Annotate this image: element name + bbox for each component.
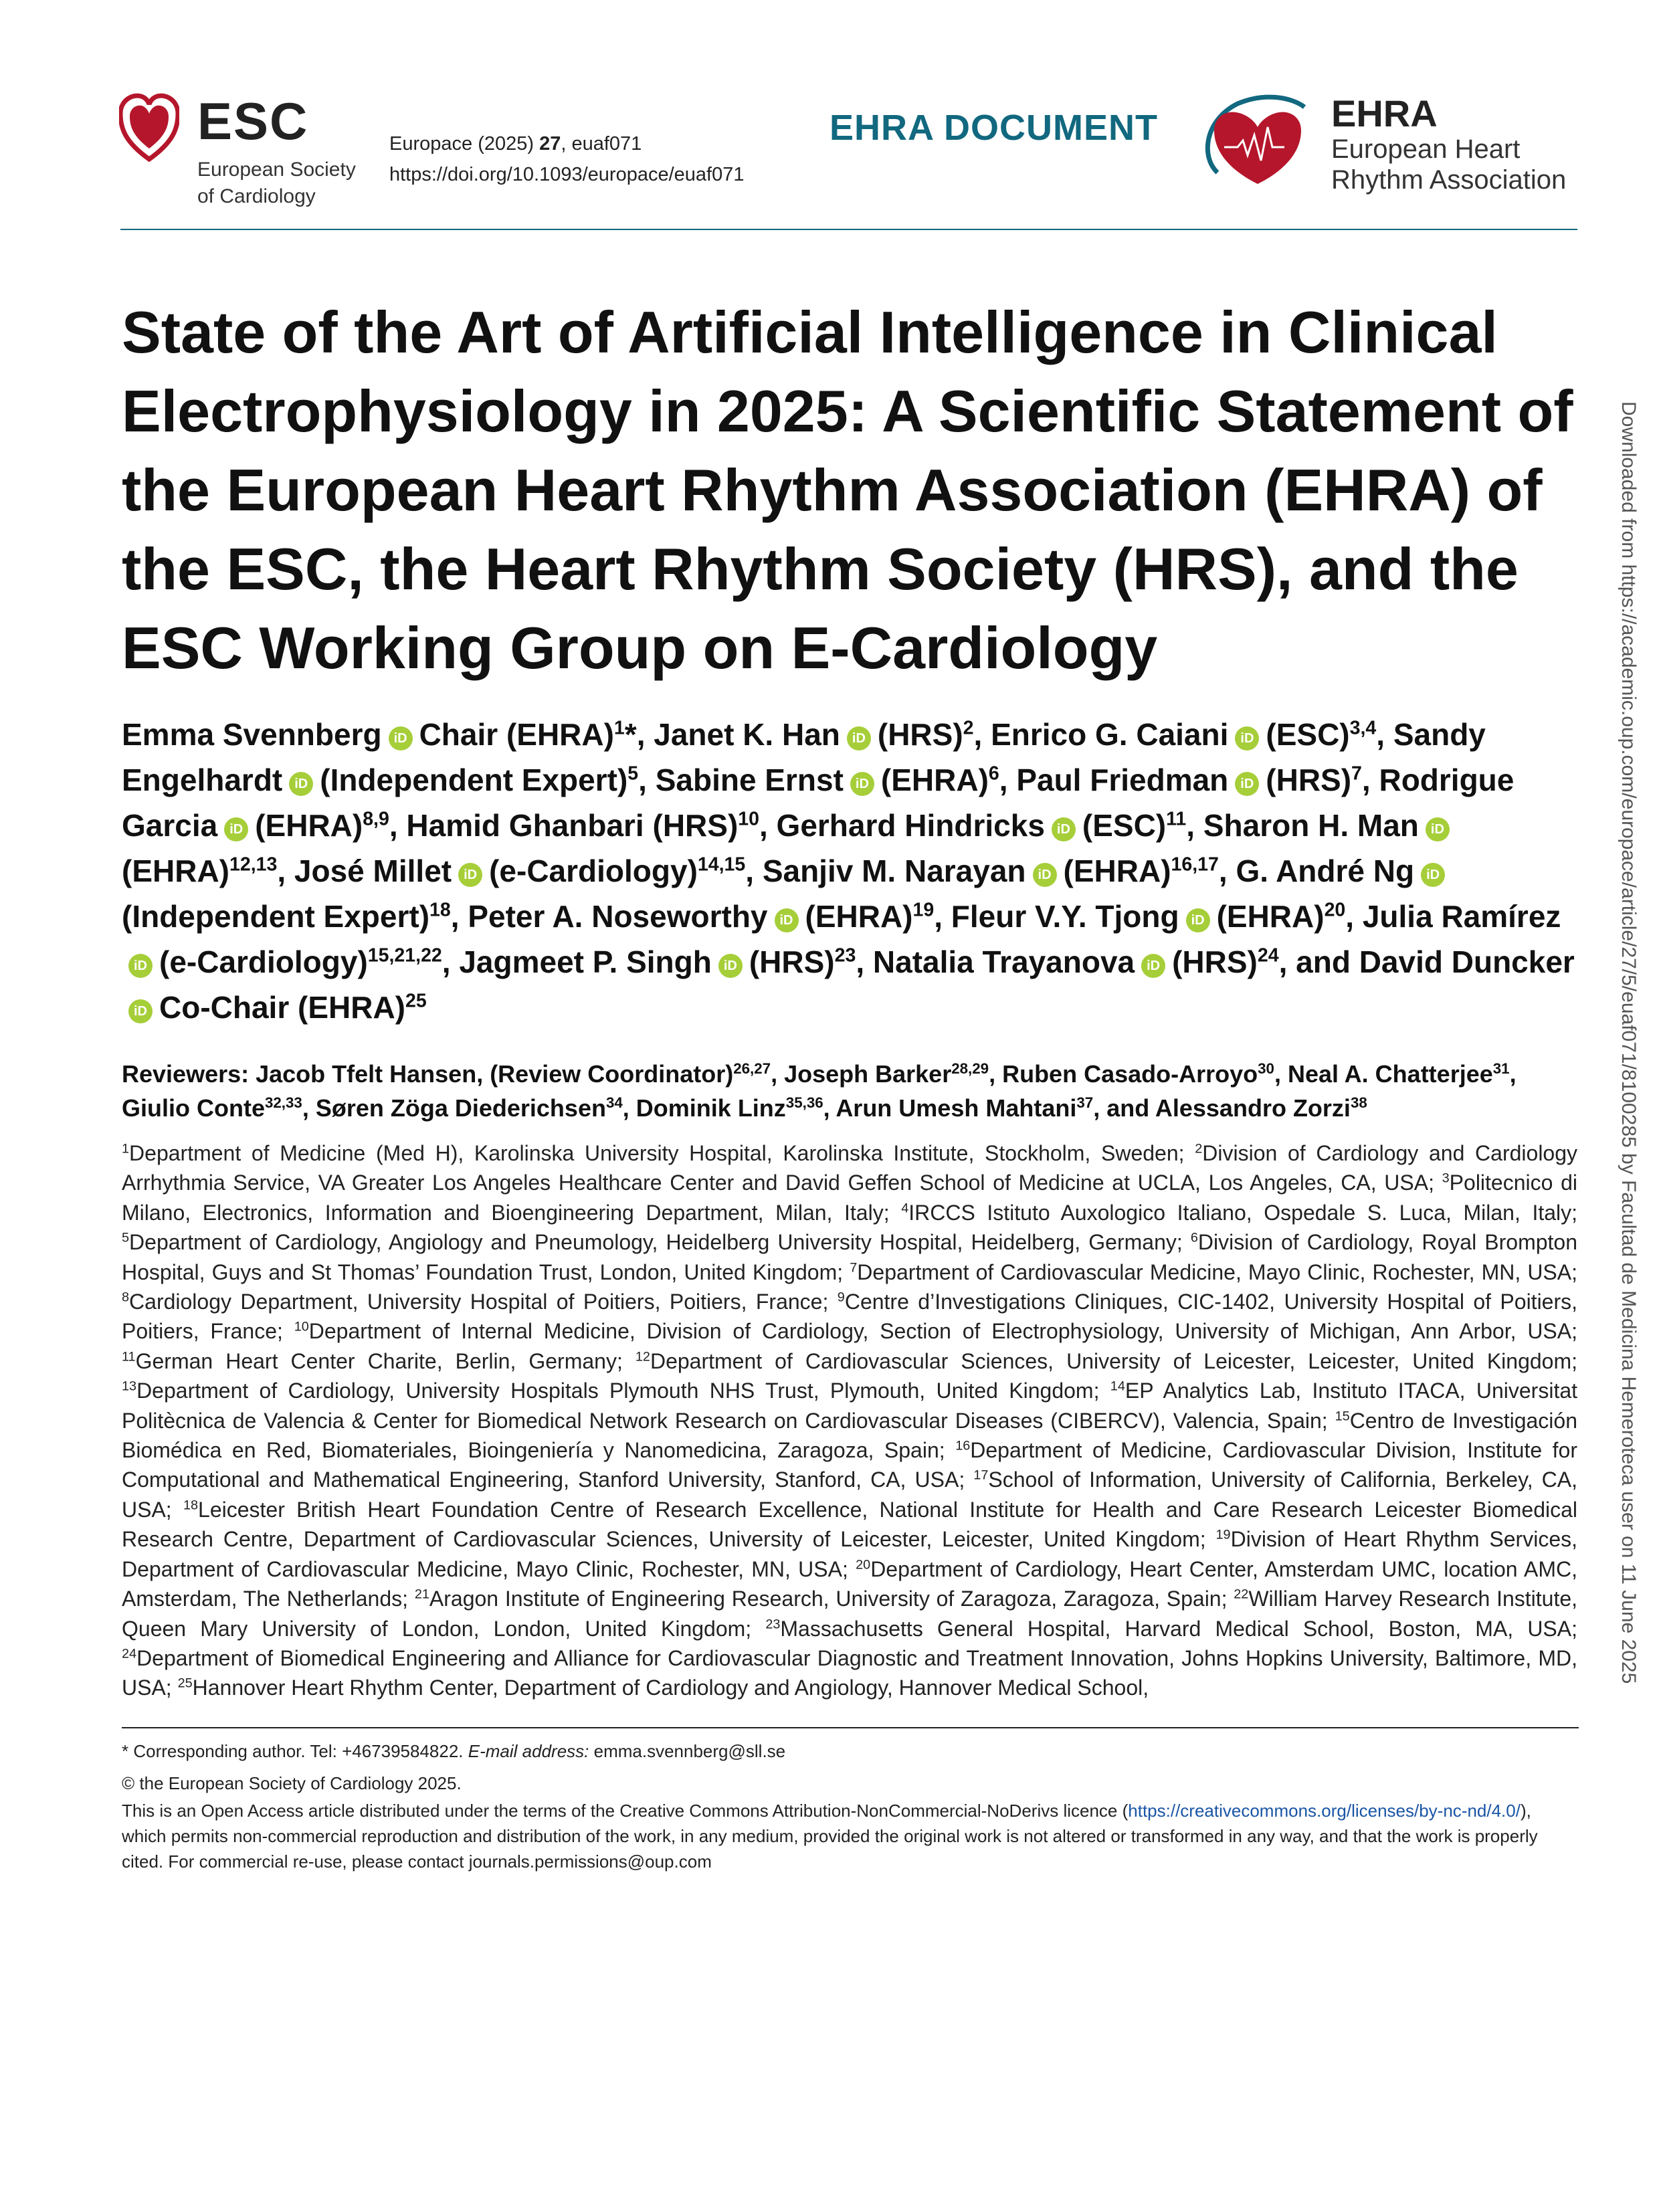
- reviewer: [836, 1094, 1093, 1122]
- reviewers-label: Reviewers:: [122, 1060, 256, 1088]
- reviewer: [1106, 1094, 1367, 1122]
- affiliation-text: Department of Cardiology, University Hospitals Plymouth NHS Trust, Plymouth, United Kingdom;: [136, 1379, 1100, 1403]
- affiliation-text: Centre d’Investigations Cliniques, CIC-1402, University Hospital of Poitiers, Poitiers, France;: [122, 1290, 1578, 1344]
- esc-logo-text: ESC: [197, 92, 309, 150]
- affiliation-number: 8: [122, 1290, 130, 1305]
- author-affiliation-numbers: 23: [834, 944, 856, 967]
- doi-link[interactable]: https://doi.org/10.1093/europace/euaf071: [389, 164, 745, 185]
- author-affiliation-numbers: 11: [1166, 808, 1187, 830]
- article-id: , euaf071: [561, 133, 642, 155]
- reviewer: [1288, 1060, 1510, 1088]
- affiliation-number: 9: [837, 1290, 845, 1305]
- affiliation: [765, 1617, 1577, 1641]
- author-role: (ESC): [1266, 717, 1350, 752]
- affiliation-number: 24: [122, 1646, 137, 1662]
- affiliation-number: 15: [1335, 1409, 1350, 1423]
- journal-info: [389, 128, 744, 190]
- orcid-icon[interactable]: iD: [1426, 817, 1450, 841]
- affiliation-text: Division of Cardiology and Cardiology Arrhythmia Service, VA Greater Los Angeles Healthcare Center and David Geffen School of Medicine at UCLA, Los Angeles, CA, USA;: [122, 1141, 1578, 1195]
- author-role: Co-Chair (EHRA): [159, 990, 405, 1025]
- author-affiliation-numbers: 6: [988, 763, 999, 785]
- affiliation-number: 10: [294, 1319, 309, 1334]
- author-role: (EHRA): [880, 763, 989, 797]
- author-name: Fleur V.Y. Tjong: [951, 899, 1179, 934]
- reviewer-affiliation-numbers: 32,33: [264, 1094, 302, 1111]
- author-role: (ESC): [1082, 808, 1167, 843]
- affiliation-number: 12: [635, 1349, 650, 1365]
- affiliation-number: 18: [183, 1498, 199, 1513]
- author-name: Julia Ramírez: [1362, 899, 1561, 934]
- affiliation-number: 19: [1215, 1527, 1231, 1542]
- orcid-icon[interactable]: iD: [128, 954, 153, 978]
- license-text-before: This is an Open Access article distributed under the terms of the Creative Commons Attribution-NonCommercial-NoDerivs licence (: [122, 1800, 1129, 1821]
- affiliation: [850, 1260, 1577, 1284]
- reviewer-affiliation-numbers: 37: [1076, 1094, 1094, 1111]
- esc-society-name: [197, 157, 356, 210]
- download-notice: [1616, 401, 1642, 1853]
- author: [459, 944, 856, 979]
- affiliation: [122, 1290, 828, 1314]
- affiliation-text: Department of Cardiology, Heart Center, Amsterdam UMC, location AMC, Amsterdam, The Netherlands;: [122, 1556, 1578, 1611]
- footnotes: [122, 1727, 1577, 1874]
- affiliation-number: 13: [122, 1379, 137, 1394]
- affiliation-text: Politecnico di Milano, Electronics, Information and Bioengineering Department, Milan, Italy;: [122, 1171, 1577, 1225]
- author-role: (HRS): [652, 808, 739, 843]
- license-link[interactable]: https://creativecommons.org/licenses/by-nc-nd/4.0/: [1128, 1800, 1521, 1821]
- author-affiliation-numbers: 14,15: [697, 853, 746, 876]
- author-name: Sanjiv M. Narayan: [762, 853, 1026, 888]
- author-name: Paul Friedman: [1016, 763, 1229, 797]
- copyright: © the European Society of Cardiology 2025.: [122, 1773, 462, 1793]
- email-label: E-mail address:: [468, 1740, 589, 1761]
- affiliation-number: 23: [765, 1616, 781, 1631]
- author: [656, 763, 999, 797]
- author-affiliation-numbers: 25: [405, 990, 427, 1012]
- orcid-icon[interactable]: iD: [775, 908, 799, 932]
- author-name: G. André Ng: [1236, 853, 1415, 888]
- affiliation: [122, 1349, 623, 1373]
- affiliation-number: 17: [973, 1468, 989, 1483]
- affiliation-number: 25: [177, 1676, 193, 1691]
- reviewer-name: Dominik Linz: [636, 1094, 786, 1122]
- author-affiliation-numbers: 7: [1351, 763, 1362, 785]
- author-name: Peter A. Noseworthy: [468, 899, 768, 934]
- author: [468, 899, 934, 934]
- ehra-sub-line2: Rhythm Association: [1331, 165, 1567, 195]
- reviewer-name: Giulio Conte: [122, 1094, 265, 1122]
- affiliations: [122, 1138, 1577, 1703]
- affiliation-text: Cardiology Department, University Hospital of Poitiers, Poitiers, France;: [129, 1290, 829, 1314]
- author: [654, 717, 973, 752]
- document-type-label: EHRA DOCUMENT: [830, 108, 1158, 148]
- author: [1016, 763, 1362, 797]
- affiliation-text: Division of Cardiology, Royal Brompton Hospital, Guys and St Thomas’ Foundation Trust, London, United Kingdom;: [122, 1230, 1578, 1284]
- author-role: Chair (EHRA): [419, 717, 614, 752]
- author-list: Emma Svennberg iD Chair (EHRA)$^1$*, Janet K. Han iD (HRS)$^2$, Enrico G. Caiani iD (ESC)$^{3,4}$, Sandy Engelhardt iD (Independent Expert)$^5$, Sabine Ernst iD (EHRA)$^6$, Paul Friedman iD (HRS)$^7$, Rodrigue Garcia iD (EHRA)$^{8,9}$, Hamid Ghanbari (HRS)$^{10}$, Gerhard Hindricks iD (ESC)$^{11}$, Sharon H. Man iD(EHRA)$^{12,13}$, José Millet iD (e-Cardiology)$^{14,15}$, Sanjiv M. Narayan iD (EHRA)$^{16,17}$, G. André Ng iD(Independent Expert)$^{18}$, Peter A. Noseworthy iD (EHRA)$^{19}$, Fleur V.Y. Tjong iD (EHRA)$^{20}$, Julia RamíreziD (e-Cardiology)$^{15,21,22}$, Jagmeet P. Singh iD (HRS)$^{23}$, Natalia Trayanova iD (HRS)$^{24}$, and David DunckeriD Co-Chair (EHRA)$^{25}$: [122, 717, 1575, 1025]
- reviewer-affiliation-numbers: 26,27: [733, 1060, 771, 1077]
- author-role: (Independent Expert): [122, 899, 430, 934]
- author-name: Rodrigue Garcia: [122, 763, 1515, 843]
- affiliation-text: German Heart Center Charite, Berlin, Germany;: [135, 1348, 623, 1373]
- affiliation-number: 14: [1110, 1379, 1125, 1394]
- affiliation-text: Department of Internal Medicine, Division of Cardiology, Section of Electrophysiology, University of Michigan, Ann Arbor, USA;: [308, 1319, 1578, 1344]
- journal-volume: 27: [539, 133, 561, 155]
- orcid-icon[interactable]: iD: [389, 726, 413, 750]
- affiliation: [122, 1141, 1185, 1165]
- affiliation: [122, 1379, 1099, 1403]
- affiliation-text: Aragon Institute of Engineering Research, University of Zaragoza, Zaragoza, Spain;: [429, 1587, 1228, 1611]
- affiliation-text: Department of Cardiovascular Sciences, University of Leicester, Leicester, United Kingdom;: [650, 1348, 1578, 1373]
- affiliation-number: 4: [901, 1201, 909, 1216]
- author: [777, 808, 1187, 843]
- affiliation: [178, 1676, 1149, 1700]
- orcid-icon[interactable]: iD: [1235, 726, 1259, 750]
- ehra-association-name: [1331, 134, 1566, 195]
- reviewer: [636, 1094, 823, 1122]
- journal-name: Europace (2025): [389, 133, 540, 155]
- author-role: (EHRA): [122, 853, 229, 888]
- download-notice-text: Downloaded from https://academic.oup.com/europace/article/27/5/euaf071/8100285 by Facultad de Medicina Hemeroteca user on 11 June 2025: [1618, 401, 1640, 1684]
- ehra-logo-text: EHRA: [1331, 92, 1438, 134]
- reviewer-name: Søren Zöga Diederichsen: [315, 1094, 606, 1122]
- affiliation-number: 5: [122, 1230, 130, 1245]
- author-name: Enrico G. Caiani: [991, 717, 1229, 752]
- esc-heart-logo: [119, 92, 179, 163]
- author-name: Jagmeet P. Singh: [459, 944, 712, 979]
- reviewer-name: Neal A. Chatterjee: [1287, 1060, 1493, 1088]
- orcid-icon[interactable]: iD: [1052, 817, 1076, 841]
- affiliation-number: 6: [1190, 1230, 1198, 1245]
- author-affiliation-numbers: 18: [429, 899, 451, 921]
- article-front-matter: [122, 293, 1577, 1874]
- author-role: (EHRA): [1216, 899, 1325, 934]
- reviewer: [122, 1094, 302, 1122]
- affiliation-number: 3: [1442, 1171, 1450, 1186]
- reviewer-list: Reviewers: Jacob Tfelt Hansen, (Review Coordinator)$^{26,27}$, Joseph Barker$^{28,29}$, Ruben Casado-Arroyo$^{30}$, Neal A. Chatterjee$^{31}$, Giulio Conte$^{32,33}$, Søren Zöga Diederichsen$^{34}$, Dominik Linz$^{35,36}$, Arun Umesh Mahtani$^{37}$, and Alessandro Zorzi$^{38}$: [122, 1060, 1517, 1122]
- affiliation-text: Leicester British Heart Foundation Centre of Research Excellence, National Institute for Health and Care Research Leicester Biomedical Research Centre, Department of Cardiovascular Sciences, University of Leicester, Leicester, United Kingdom;: [122, 1497, 1578, 1552]
- author-name: Janet K. Han: [654, 717, 840, 752]
- header-divider: [120, 229, 1577, 230]
- author-affiliation-numbers: 16,17: [1171, 853, 1219, 876]
- affiliation: [415, 1587, 1228, 1611]
- orcid-icon[interactable]: iD: [1235, 772, 1259, 796]
- affiliation-text: Department of Medicine, Cardiovascular Division, Institute for Computational and Mathematical Engineering, Stanford University, Stanford, CA, USA;: [122, 1438, 1578, 1492]
- orcid-icon[interactable]: iD: [718, 954, 743, 978]
- author-name: and David Duncker: [1296, 944, 1575, 979]
- affiliation-text: Department of Medicine (Med H), Karolinska University Hospital, Karolinska Institute, Stockholm, Sweden;: [129, 1141, 1185, 1165]
- author: [873, 944, 1279, 979]
- author-role: (Independent Expert): [320, 763, 628, 797]
- reviewer-affiliation-numbers: 38: [1350, 1094, 1367, 1111]
- author-name: Sabine Ernst: [655, 763, 844, 797]
- author-role: (EHRA): [1063, 853, 1171, 888]
- author-role: (EHRA): [805, 899, 913, 934]
- author-affiliation-numbers: 3,4: [1349, 717, 1377, 739]
- affiliation: [901, 1201, 1577, 1225]
- orcid-icon[interactable]: iD: [458, 863, 482, 887]
- author-name: Gerhard Hindricks: [776, 808, 1045, 843]
- author-name: José Millet: [294, 853, 452, 888]
- author-role: (HRS): [877, 717, 963, 752]
- reviewer-name: and Alessandro Zorzi: [1106, 1094, 1351, 1122]
- reviewer-affiliation-numbers: 28,29: [951, 1060, 989, 1077]
- author-role: (e-Cardiology): [489, 853, 698, 888]
- author: [991, 717, 1376, 752]
- author-name: Emma Svennberg: [122, 717, 382, 752]
- orcid-icon[interactable]: iD: [128, 999, 153, 1023]
- reviewer-affiliation-numbers: 35,36: [785, 1094, 823, 1111]
- affiliation-text: Division of Heart Rhythm Services, Department of Cardiovascular Medicine, Mayo Clinic, Rochester, MN, USA;: [122, 1527, 1578, 1581]
- affiliation-number: 11: [122, 1349, 136, 1365]
- affiliation: [636, 1349, 1577, 1373]
- author: [951, 899, 1346, 934]
- affiliation-number: 21: [414, 1587, 429, 1602]
- author-affiliation-numbers: 19: [912, 899, 935, 921]
- author-name: Natalia Trayanova: [872, 944, 1135, 979]
- author-affiliation-numbers: 12,13: [229, 853, 278, 876]
- author-role: (HRS): [1172, 944, 1258, 979]
- author: [294, 853, 745, 888]
- esc-sub-line2: of Cardiology: [197, 185, 316, 207]
- affiliation-number: 16: [955, 1438, 971, 1453]
- ehra-heart-logo: [1197, 94, 1311, 187]
- author-affiliation-numbers: 1: [613, 717, 625, 739]
- author-affiliation-numbers: 10: [738, 808, 759, 830]
- article-title: State of the Art of Artificial Intelligence in Clinical Electrophysiology in 2025: A Scientific Statement of the European Heart Rhythm Association (EHRA) of the ESC, the Heart Rhythm Society (HRS), and the ESC Working Group on E-Cardiology: [122, 299, 1573, 681]
- author: [122, 717, 637, 752]
- affiliation-text: Department of Biomedical Engineering and Alliance for Cardiovascular Diagnostic and Treatment Innovation, Johns Hopkins University, Baltimore, MD, USA;: [122, 1645, 1577, 1700]
- reviewer-name: Ruben Casado-Arroyo: [1002, 1060, 1258, 1088]
- author-affiliation-numbers: 5: [627, 763, 639, 785]
- orcid-icon[interactable]: iD: [1141, 954, 1165, 978]
- orcid-icon[interactable]: iD: [1033, 863, 1057, 887]
- reviewer-name: Jacob Tfelt Hansen, (Review Coordinator): [256, 1060, 734, 1088]
- author-role: (HRS): [749, 944, 835, 979]
- license-statement: [122, 1798, 1577, 1874]
- esc-sub-line1: European Society: [197, 159, 356, 181]
- author-role: (EHRA): [255, 808, 363, 843]
- author-name: Sharon H. Man: [1203, 808, 1419, 843]
- corresponding-author: [122, 1739, 1577, 1763]
- affiliation-text: Hannover Heart Rhythm Center, Department of Cardiology and Angiology, Hannover Medical School,: [192, 1676, 1149, 1700]
- affiliation: [294, 1319, 1577, 1343]
- reviewer-affiliation-numbers: 30: [1258, 1060, 1274, 1077]
- affiliation-number: 1: [122, 1141, 130, 1157]
- orcid-icon[interactable]: iD: [1186, 908, 1210, 932]
- author-name: Hamid Ghanbari: [406, 808, 644, 843]
- reviewer-name: Arun Umesh Mahtani: [836, 1094, 1077, 1122]
- affiliation: [122, 1230, 1183, 1254]
- ehra-sub-line1: European Heart: [1331, 134, 1521, 164]
- license-text-after: ), which permits non-commercial reproduction and distribution of the work, in any medium, provided the original work is not altered or transformed in any way, and that the work is properly cited. For commercial re-use, please contact journals.permissions@oup.com: [122, 1800, 1538, 1872]
- affiliation-text: EP Analytics Lab, Instituto ITACA, Universitat Politècnica de Valencia & Center for Biomedical Network Research on Cardiovascular Diseases (CIBERCV), Valencia, Spain;: [122, 1379, 1578, 1433]
- author-affiliation-numbers: 15,21,22: [367, 944, 442, 967]
- affiliation-number: 22: [1234, 1587, 1249, 1602]
- author-name: Sandy Engelhardt: [122, 717, 1486, 797]
- journal-citation: [389, 128, 744, 159]
- affiliation-number: 20: [856, 1557, 871, 1573]
- author: [406, 808, 759, 843]
- affiliation-text: William Harvey Research Institute, Queen Mary University of London, London, United Kingdom;: [122, 1587, 1578, 1641]
- author: [763, 853, 1219, 888]
- affiliation-text: Centro de Investigación Biomédica en Red, Biomateriales, Bioingeniería y Nanomedicina, Zaragoza, Spain;: [122, 1408, 1578, 1463]
- reviewer-name: Joseph Barker: [784, 1060, 952, 1088]
- author-affiliation-numbers: 24: [1257, 944, 1279, 967]
- orcid-icon[interactable]: iD: [224, 817, 248, 841]
- affiliation-text: Department of Cardiovascular Medicine, Mayo Clinic, Rochester, MN, USA;: [857, 1260, 1578, 1284]
- author-affiliation-numbers: 2: [963, 717, 974, 739]
- affiliation-text: Department of Cardiology, Angiology and Pneumology, Heidelberg University Hospital, Heidelberg, Germany;: [129, 1230, 1183, 1255]
- reviewer: [1002, 1060, 1274, 1088]
- affiliation-number: 2: [1195, 1141, 1203, 1157]
- author-affiliation-numbers: 20: [1324, 899, 1346, 921]
- reviewer-affiliation-numbers: 31: [1492, 1060, 1510, 1077]
- author-role: (e-Cardiology): [159, 944, 368, 979]
- affiliation-number: 7: [850, 1260, 858, 1275]
- orcid-icon[interactable]: iD: [850, 772, 874, 796]
- affiliation-text: Massachusetts General Hospital, Harvard Medical School, Boston, MA, USA;: [780, 1616, 1578, 1641]
- footnote-divider: [122, 1727, 1579, 1728]
- author-role: (HRS): [1266, 763, 1352, 797]
- orcid-icon[interactable]: iD: [847, 726, 871, 750]
- affiliation-text: School of Information, University of California, Berkeley, CA, USA;: [122, 1468, 1578, 1522]
- orcid-icon[interactable]: iD: [1421, 863, 1445, 887]
- reviewer: [316, 1094, 623, 1122]
- corresponding-mark: *: [624, 717, 637, 752]
- corresponding-author-tel: * Corresponding author. Tel: +46739584822.: [122, 1740, 468, 1761]
- reviewer-affiliation-numbers: 34: [605, 1094, 623, 1111]
- email-address[interactable]: emma.svennberg@sll.se: [589, 1740, 786, 1761]
- author-affiliation-numbers: 8,9: [363, 808, 389, 830]
- affiliation-text: IRCCS Istituto Auxologico Italiano, Ospedale S. Luca, Milan, Italy;: [908, 1200, 1578, 1225]
- reviewer: [256, 1060, 771, 1088]
- reviewer: [784, 1060, 989, 1088]
- orcid-icon[interactable]: iD: [289, 772, 313, 796]
